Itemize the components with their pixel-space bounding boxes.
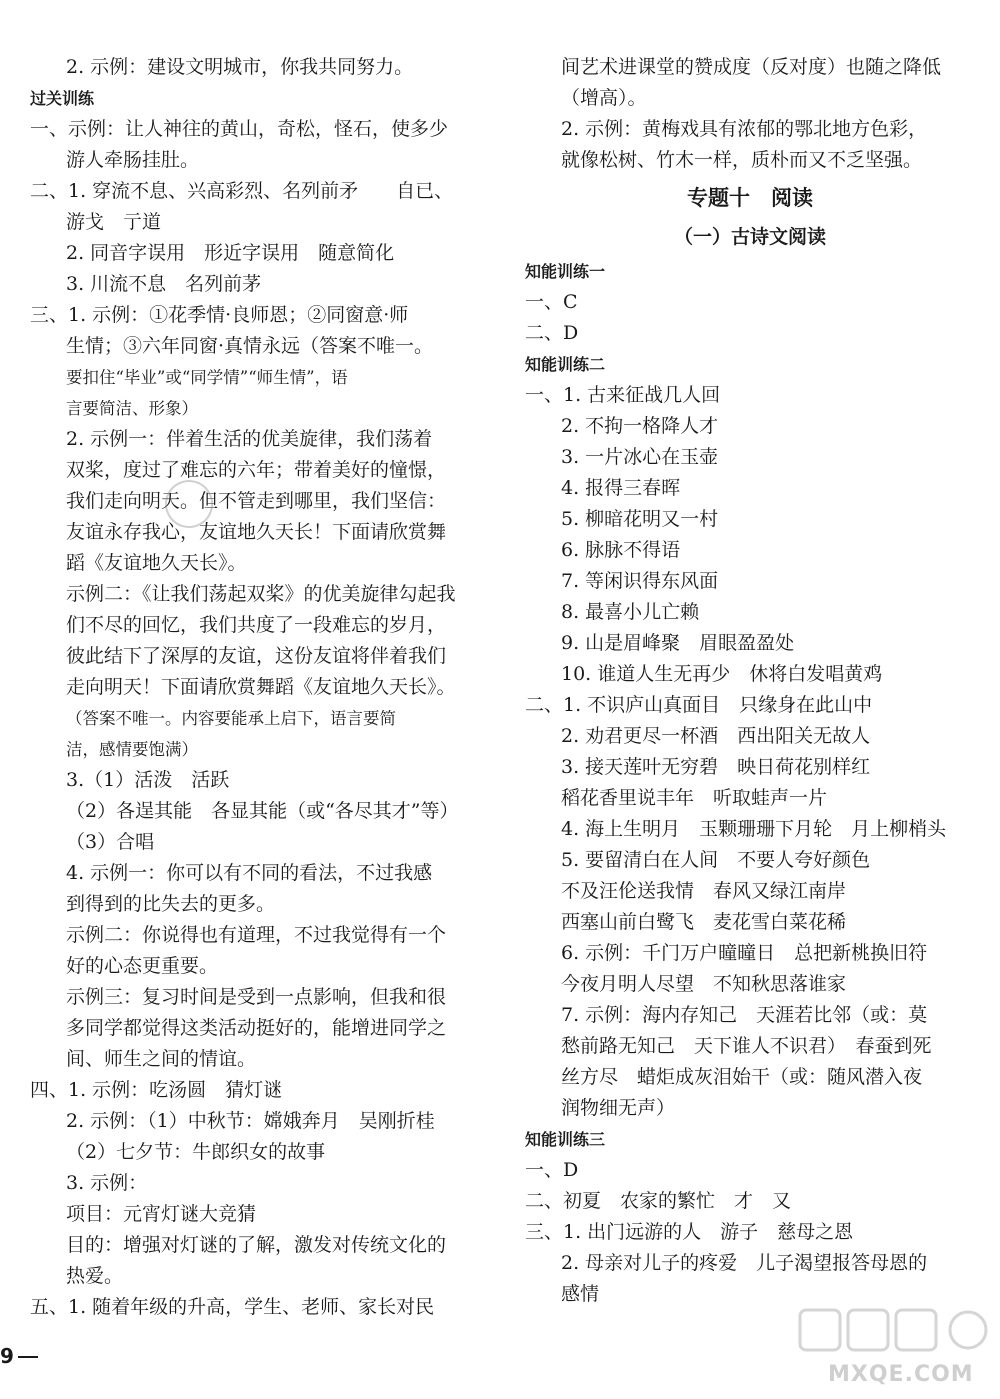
answer-line: 要扣住“毕业”或“同学情”“师生情”，语 <box>66 368 348 387</box>
answer-line: 多同学都觉得这类活动挺好的，能增进同学之 <box>66 1017 447 1039</box>
answer-line: 5. 柳暗花明又一村 <box>561 508 719 530</box>
answer-line: 好的心态更重要。 <box>66 955 219 977</box>
answer-line: 就像松树、竹木一样，质朴而又不乏坚强。 <box>561 149 923 171</box>
answer-line: 生情；③六年同窗·真情永远（答案不唯一。 <box>66 335 434 357</box>
answer-line: 双桨，度过了难忘的六年；带着美好的憧憬， <box>66 459 447 481</box>
subsection-title: （一）古诗文阅读 <box>673 226 826 248</box>
answer-line: 不及汪伦送我情 春风又绿江南岸 <box>561 880 847 902</box>
answer-line: 8. 最喜小儿亡赖 <box>561 601 700 623</box>
answer-line: （2）各逞其能 各显其能（或“各尽其才”等） <box>66 800 459 822</box>
answer-line: 热爱。 <box>66 1265 124 1287</box>
answer-line: 2. 同音字误用 形近字误用 随意简化 <box>66 242 395 264</box>
answer-line: 稻花香里说丰年 听取蛙声一片 <box>561 787 828 809</box>
answer-line: 友谊永存我心，友谊地久天长！下面请欣赏舞 <box>66 521 447 543</box>
answer-line: 愁前路无知己 天下谁人不识君） 春蚕到死 <box>561 1035 932 1057</box>
left-column <box>30 52 470 1323</box>
answer-line: 7. 等闲识得东风面 <box>561 570 719 592</box>
answer-line: 间艺术进课堂的赞成度（反对度）也随之降低 <box>561 56 942 78</box>
page-number: 9 <box>0 1344 14 1368</box>
answer-line: 三、1. 出门远游的人 游子 慈母之恩 <box>525 1221 854 1243</box>
watermark-logo-icon <box>790 1302 1000 1362</box>
answer-line: 丝方尽 蜡炬成灰泪始干（或：随风潜入夜 <box>561 1066 923 1088</box>
answer-line: 3.（1）活泼 活跃 <box>66 769 230 791</box>
answer-line: 间、师生之间的情谊。 <box>66 1048 257 1070</box>
answer-line: 今夜月明人尽望 不知秋思落谁家 <box>561 973 847 995</box>
answer-line: 10. 谁道人生无再少 休将白发唱黄鸡 <box>561 663 883 685</box>
answer-line: 示例三：复习时间是受到一点影响，但我和很 <box>66 986 447 1008</box>
answer-line: 们不尽的回忆，我们共度了一段难忘的岁月， <box>66 614 447 636</box>
answer-line: 6. 示例：千门万户曈曈日 总把新桃换旧符 <box>561 942 928 964</box>
page-number-rule <box>18 1356 38 1358</box>
answer-line: （答案不唯一。内容要能承上启下，语言要简 <box>66 709 396 728</box>
answer-line: 到得到的比失去的更多。 <box>66 893 276 915</box>
answer-line: 我们走向明天。但不管走到哪里，我们坚信： <box>66 490 447 512</box>
answer-line: 游戈 亍道 <box>66 211 162 233</box>
answer-line: （2）七夕节：牛郎织女的故事 <box>66 1141 326 1163</box>
answer-line: 言要简洁、形象） <box>66 399 198 418</box>
answer-line: 四、1. 示例：吃汤圆 猜灯谜 <box>30 1079 283 1101</box>
answer-line: 游人牵肠挂肚。 <box>66 149 200 171</box>
answer-line: （增高）。 <box>561 87 647 109</box>
answer-line: 4. 报得三春晖 <box>561 477 681 499</box>
answer-line: 3. 一片冰心在玉壶 <box>561 446 719 468</box>
answer-line: 2. 示例：（1）中秋节：嫦娥奔月 吴刚折桂 <box>66 1110 435 1132</box>
answer-line: （3）合唱 <box>66 831 155 853</box>
answer-line: 五、1. 随着年级的升高，学生、老师、家长对民 <box>30 1296 435 1318</box>
answer-line: 2. 不拘一格降人才 <box>561 415 719 437</box>
answer-line: 一、示例：让人神往的黄山，奇松，怪石，使多少 <box>30 118 449 140</box>
section-heading: 知能训练二 <box>525 355 606 374</box>
answer-line: 一、C <box>525 291 578 313</box>
answer-line: 西塞山前白鹭飞 麦花雪白菜花稀 <box>561 911 847 933</box>
answer-line: 3. 示例： <box>66 1172 148 1194</box>
answer-line: 一、1. 古来征战几人回 <box>525 384 721 406</box>
answer-line: 润物细无声） <box>561 1097 676 1119</box>
answer-line: 示例二：《让我们荡起双桨》的优美旋律勾起我 <box>66 583 456 605</box>
answer-line: 二、1. 穿流不息、兴高彩烈、名列前矛 自已、 <box>30 180 454 202</box>
right-column-top <box>525 52 975 176</box>
answer-line: 9. 山是眉峰聚 眉眼盈盈处 <box>561 632 795 654</box>
answer-line: 蹈《友谊地久天长》。 <box>66 552 247 574</box>
answer-line: 6. 脉脉不得语 <box>561 539 681 561</box>
answer-line: 7. 示例：海内存知己 天涯若比邻（或：莫 <box>561 1004 928 1026</box>
answer-line: 一、D <box>525 1159 579 1181</box>
right-column <box>525 52 975 1310</box>
answer-line: 三、1. 示例：①花季情·良师恩；②同窗意·师 <box>30 304 409 326</box>
answer-line: 5. 要留清白在人间 不要人夸好颜色 <box>561 849 871 871</box>
answer-line: 二、初夏 农家的繁忙 才 又 <box>525 1190 792 1212</box>
answer-line: 示例二：你说得也有道理，不过我觉得有一个 <box>66 924 447 946</box>
answer-line: 4. 海上生明月 玉颗珊珊下月轮 月上柳梢头 <box>561 818 947 840</box>
answer-line: 彼此结下了深厚的友谊，这份友谊将伴着我们 <box>66 645 447 667</box>
answer-line: 洁，感情要饱满） <box>66 740 198 759</box>
answer-line: 2. 母亲对儿子的疼爱 儿子渴望报答母恩的 <box>561 1252 928 1274</box>
answer-line: 二、D <box>525 322 579 344</box>
answer-line: 2. 示例一：伴着生活的优美旋律，我们荡着 <box>66 428 433 450</box>
answer-line: 2. 示例：建设文明城市，你我共同努力。 <box>66 56 414 78</box>
answer-line: 走向明天！下面请欣赏舞蹈《友谊地久天长》。 <box>66 676 456 698</box>
watermark-url: MXQE.COM <box>828 1362 974 1387</box>
answer-line: 4. 示例一：你可以有不同的看法，不过我感 <box>66 862 433 884</box>
section-title: 专题十 阅读 <box>687 186 813 210</box>
answer-line: 3. 接天莲叶无穷碧 映日荷花别样红 <box>561 756 871 778</box>
section-heading: 知能训练一 <box>525 262 606 281</box>
answer-line: 3. 川流不息 名列前茅 <box>66 273 262 295</box>
section-heading: 知能训练三 <box>525 1130 606 1149</box>
answer-line: 感情 <box>561 1283 600 1305</box>
answer-line: 2. 劝君更尽一杯酒 西出阳关无故人 <box>561 725 871 747</box>
answer-line: 项目：元宵灯谜大竞猜 <box>66 1203 257 1225</box>
watermark <box>790 1302 1000 1399</box>
section-heading: 过关训练 <box>30 89 95 108</box>
right-column-bottom <box>525 256 975 1310</box>
answer-line: 二、1. 不识庐山真面目 只缘身在此山中 <box>525 694 873 716</box>
answer-line: 目的：增强对灯谜的了解，激发对传统文化的 <box>66 1234 447 1256</box>
answer-line: 2. 示例：黄梅戏具有浓郁的鄂北地方色彩， <box>561 118 928 140</box>
